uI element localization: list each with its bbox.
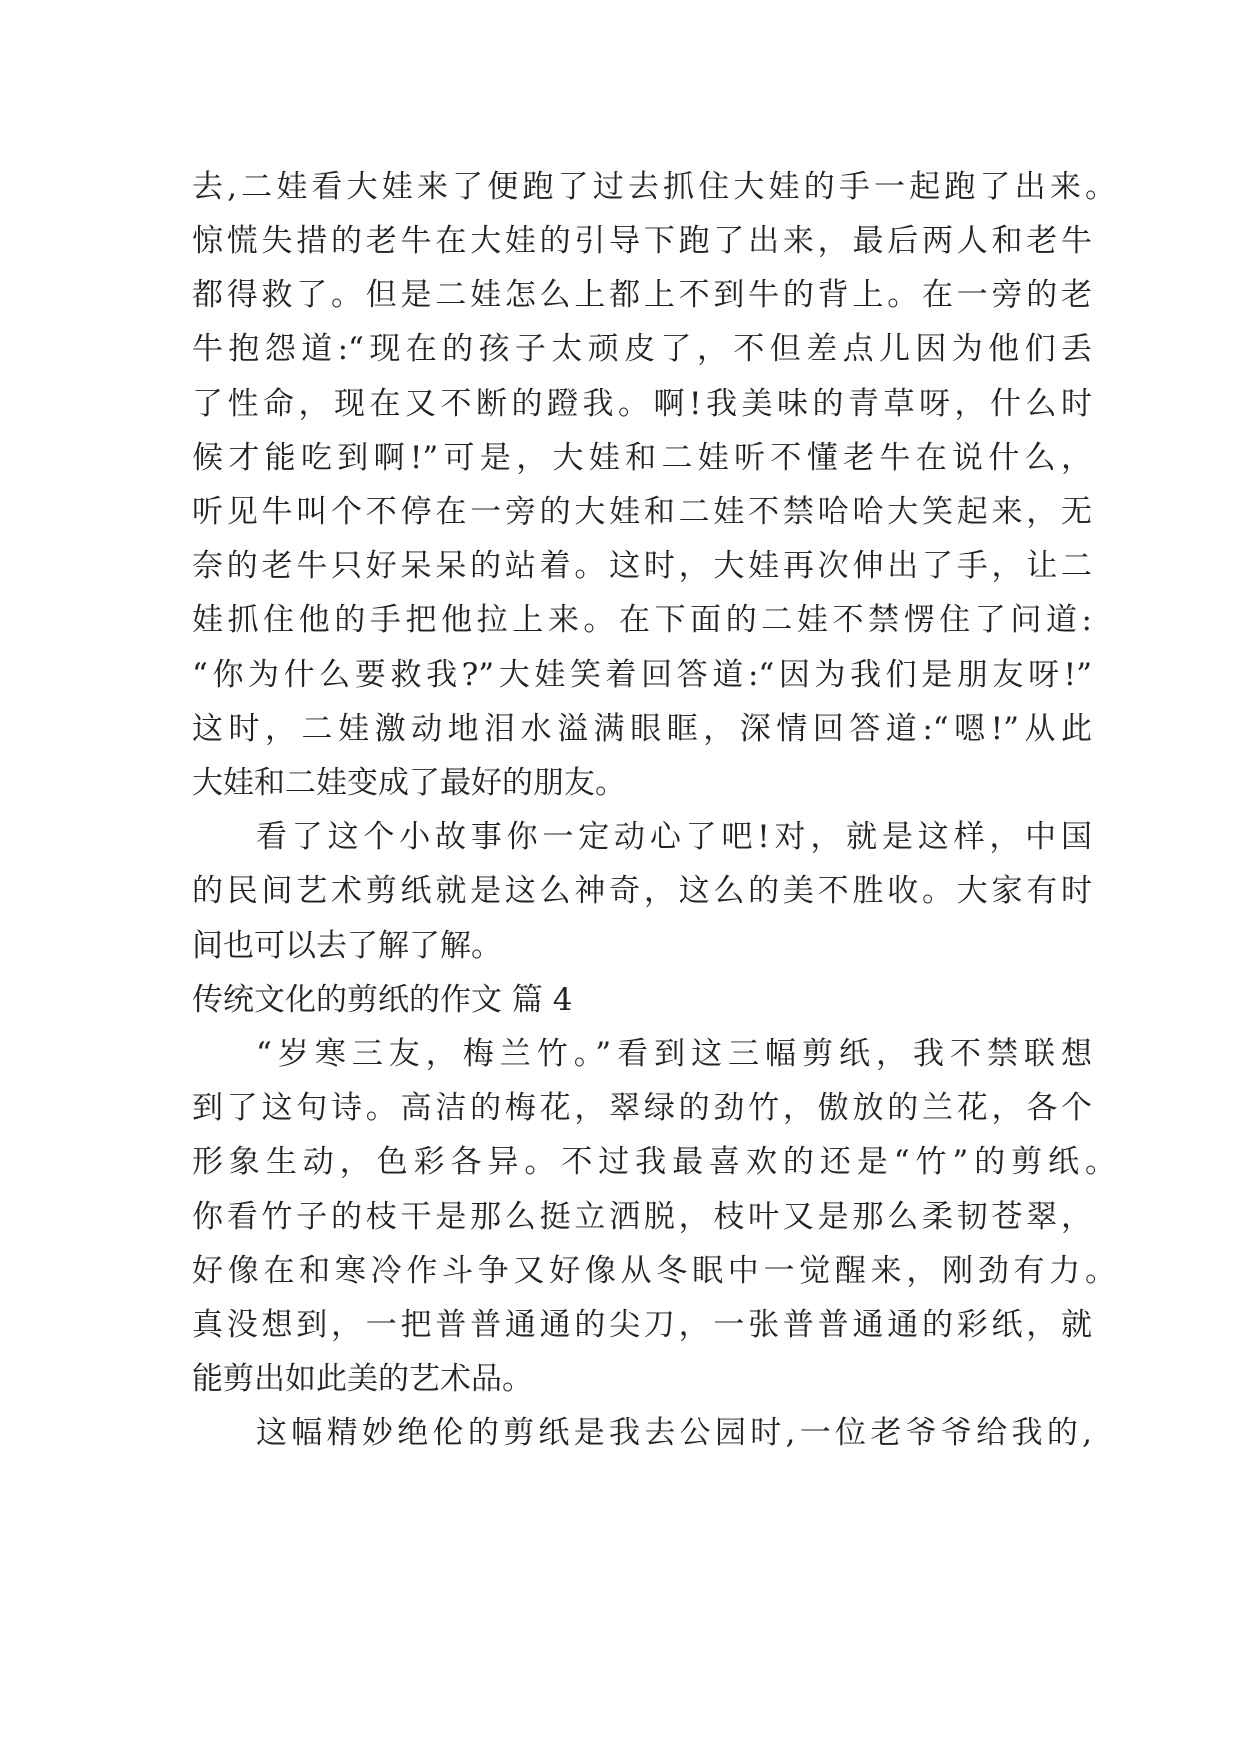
text-line-12: 大娃和二娃变成了最好的朋友。 — [192, 765, 626, 801]
text-line-14: 的民间艺术剪纸就是这么神奇，这么的美不胜收。大家有时 — [192, 873, 1092, 909]
text-line-6: 候才能吃到啊!”可是，大娃和二娃听不懂老牛在说什么， — [192, 440, 1092, 476]
text-line-9: 娃抓住他的手把他拉上来。在下面的二娃不禁愣住了问道: — [192, 602, 1092, 638]
text-line-21: 好像在和寒冷作斗争又好像从冬眠中一觉醒来，刚劲有力。 — [192, 1253, 1116, 1289]
paragraph-start-line: 看了这个小故事你一定动心了吧!对，就是这样，中国 — [256, 819, 1092, 855]
text-line-4: 牛抱怨道:“现在的孩子太顽皮了，不但差点儿因为他们丢 — [192, 331, 1092, 367]
paragraph-start-line: “岁寒三友，梅兰竹。”看到这三幅剪纸，我不禁联想 — [256, 1036, 1092, 1072]
text-line-8: 奈的老牛只好呆呆的站着。这时，大娃再次伸出了手，让二 — [192, 548, 1092, 584]
text-line-20: 你看竹子的枝干是那么挺立洒脱，枝叶又是那么柔韧苍翠， — [192, 1199, 1092, 1235]
text-line-1: 去,二娃看大娃来了便跑了过去抓住大娃的手一起跑了出来。 — [192, 169, 1116, 205]
text-line-15: 间也可以去了解了解。 — [192, 928, 502, 964]
text-line-23: 能剪出如此美的艺术品。 — [192, 1361, 533, 1397]
text-line-22: 真没想到，一把普普通通的尖刀，一张普普通通的彩纸，就 — [192, 1307, 1092, 1343]
text-line-19: 形象生动，色彩各异。不过我最喜欢的还是“竹”的剪纸。 — [192, 1144, 1116, 1180]
paragraph-start-line: 这幅精妙绝伦的剪纸是我去公园时,一位老爷爷给我的, — [256, 1415, 1092, 1451]
text-line-3: 都得救了。但是二娃怎么上都上不到牛的背上。在一旁的老 — [192, 277, 1092, 313]
text-line-11: 这时，二娃激动地泪水溢满眼眶，深情回答道:“嗯!”从此 — [192, 711, 1092, 747]
text-line-7: 听见牛叫个不停在一旁的大娃和二娃不禁哈哈大笑起来，无 — [192, 494, 1092, 530]
text-line-2: 惊慌失措的老牛在大娃的引导下跑了出来，最后两人和老牛 — [192, 223, 1092, 259]
text-line-10: “你为什么要救我?”大娃笑着回答道:“因为我们是朋友呀!” — [192, 657, 1092, 693]
section-heading: 传统文化的剪纸的作文 篇 4 — [192, 982, 573, 1018]
text-line-18: 到了这句诗。高洁的梅花，翠绿的劲竹，傲放的兰花，各个 — [192, 1090, 1092, 1126]
text-line-5: 了性命，现在又不断的蹬我。啊!我美味的青草呀，什么时 — [192, 386, 1092, 422]
